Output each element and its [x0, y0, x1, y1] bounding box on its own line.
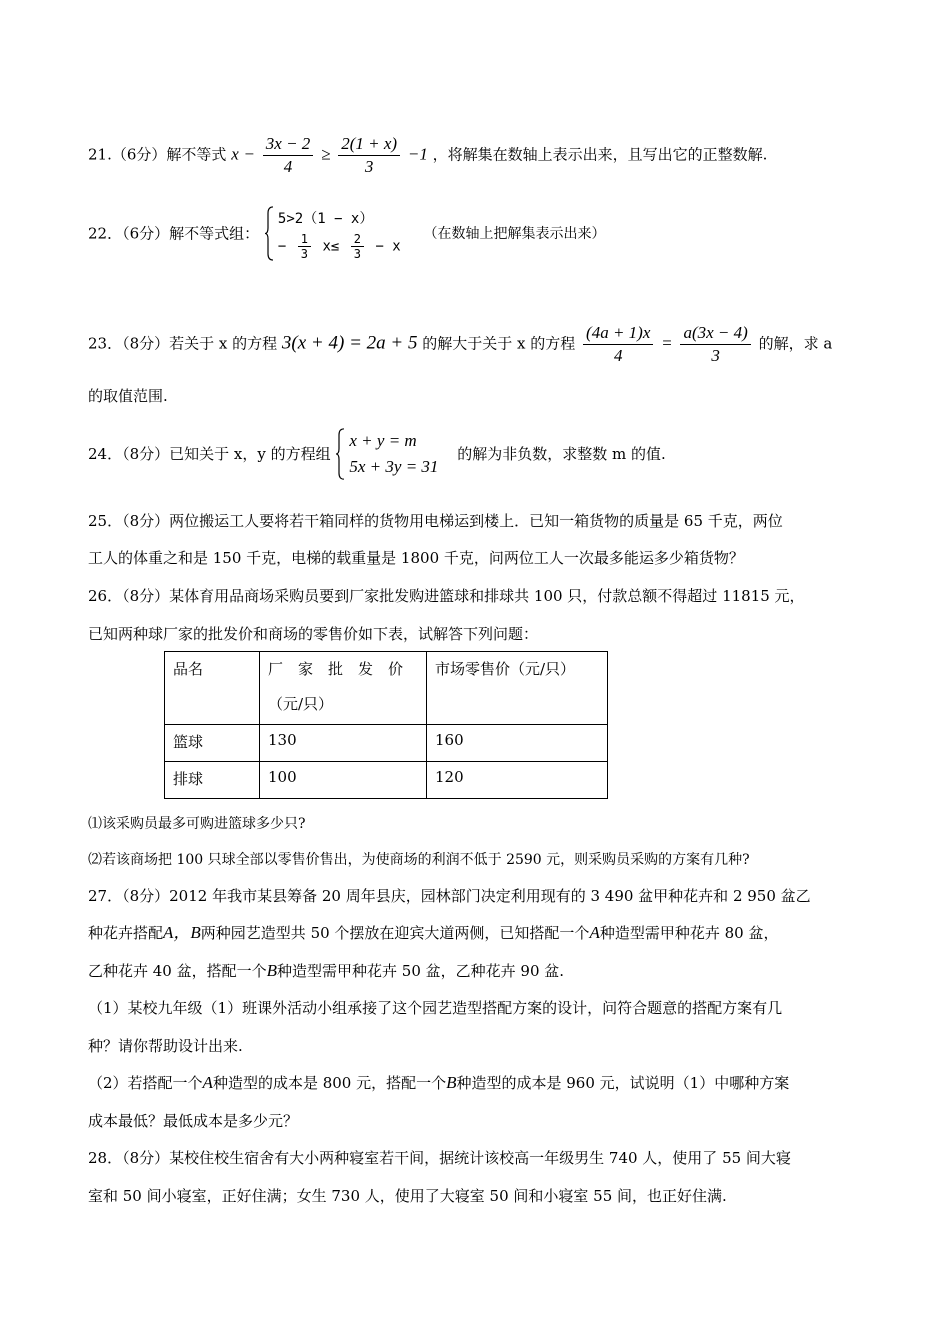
- q21-frac1-num: 3x − 2: [263, 133, 314, 156]
- table-cell: 130: [260, 725, 427, 762]
- q27-line3-B: B: [266, 961, 278, 980]
- q22-prefix: 22．（6分）解不等式组：: [88, 224, 260, 243]
- q27-line2-ab: A，B: [163, 923, 201, 942]
- q27-line2-b: 两种园艺造型共 50 个摆放在迎宾大道两侧，已知搭配一个: [200, 924, 590, 942]
- table-row: [165, 725, 608, 762]
- q27-line3: [88, 961, 564, 981]
- left-brace-icon: [264, 206, 274, 261]
- q27-p2-c: 种造型的成本是 960 元，试说明（1）中哪种方案: [456, 1074, 790, 1092]
- left-brace-icon: [335, 428, 345, 480]
- q23-frac2-den: 3: [711, 346, 720, 365]
- q22-row2-minus: −: [277, 238, 287, 255]
- q27-part2-line2: 成本最低？最低成本是多少元？: [88, 1112, 299, 1130]
- table-header-cell: 市场零售价（元/只）: [427, 652, 608, 725]
- question-24: [88, 428, 666, 480]
- q21-fraction-2: [338, 133, 400, 178]
- question-21: [88, 133, 767, 178]
- q22-row2-frac2-den: 3: [353, 247, 361, 261]
- q21-x: x: [231, 144, 239, 164]
- q24-row2: 5x + 3y = 31: [349, 457, 439, 476]
- q27-line2-a: 种花卉搭配: [88, 924, 164, 942]
- q22-row2-frac-den: 3: [300, 247, 309, 261]
- q23-line2: 的取值范围.: [88, 387, 168, 405]
- q27-p2-A: A: [202, 1073, 213, 1092]
- q27-line2-c: 种造型需甲种花卉 80 盆，: [599, 924, 779, 942]
- q21-prefix: 21.（6分）解不等式: [88, 145, 227, 164]
- q23-frac2-num: a(3x − 4): [680, 322, 750, 345]
- q22-row2-fraction: [298, 232, 311, 261]
- q23-frac1-den: 4: [613, 346, 623, 365]
- table-row: [165, 762, 608, 799]
- q21-frac1-den: 4: [283, 157, 293, 176]
- q21-fraction-1: [263, 133, 314, 178]
- q22-row2-fraction-2: [351, 232, 364, 261]
- q25-line2: 工人的体重之和是 150 千克，电梯的载重量是 1800 千克，问两位工人一次最多能运多少箱货物？: [88, 549, 744, 567]
- price-table: [164, 651, 608, 799]
- q23-equation-1: 3(x + 4) = 2a + 5: [281, 332, 418, 354]
- q27-line3-a: 乙种花卉 40 盆，搭配一个: [88, 962, 267, 980]
- q24-system: [335, 428, 438, 480]
- q26-sub2: ⑵若该商场把 100 只球全部以零售价售出，为使商场的利润不低于 2590 元，则采购员采购的方案有几种?: [88, 852, 750, 868]
- q22-system: [264, 206, 401, 261]
- q21-suffix: ，将解集在数轴上表示出来，且写出它的正整数解.: [432, 145, 768, 164]
- q22-row2-mid: x≤: [322, 238, 340, 255]
- q28-line2: 室和 50 间小寝室，正好住满；女生 730 人，使用了大寝室 50 间和小寝室 55 间，也正好住满.: [88, 1187, 727, 1205]
- q27-p2-a: （2）若搭配一个: [88, 1074, 203, 1092]
- q27-line2: [88, 923, 778, 943]
- q27-part1-line1: （1）某校九年级（1）班课外活动小组承接了这个园艺造型搭配方案的设计，问符合题意的搭配方案有几: [88, 999, 783, 1017]
- q26-line2: 已知两种球厂家的批发价和商场的零售价如下表，试解答下列问题：: [88, 625, 539, 643]
- q24-row1: x + y = m: [349, 431, 417, 450]
- q23-frac1-num: (4a + 1)x: [583, 322, 653, 345]
- q27-p2-B: B: [446, 1073, 457, 1092]
- q27-line2-A: A: [589, 923, 600, 942]
- table-cell: 篮球: [165, 725, 260, 762]
- q24-prefix: 24．（8分）已知关于 x，y 的方程组: [88, 445, 331, 463]
- q21-frac2-num: 2(1 + x): [338, 133, 400, 156]
- table-cell: 160: [427, 725, 608, 762]
- table-header-cell: 品名: [165, 652, 260, 725]
- table-header-cell: [260, 652, 427, 725]
- q27-part1-line2: 种？请你帮助设计出来.: [88, 1037, 243, 1055]
- q27-p2-b: 种造型的成本是 800 元，搭配一个: [212, 1074, 447, 1092]
- q27-line1: 27．（8分）2012 年我市某县筹备 20 周年县庆，园林部门决定利用现有的 3 490 盆甲种花卉和 2 950 盆乙: [88, 887, 811, 905]
- q23-prefix: 23．（8分）若关于 x 的方程: [88, 334, 278, 353]
- q23-suffix: 的解，求 a: [758, 334, 833, 353]
- q26-sub1: ⑴该采购员最多可购进篮球多少只?: [88, 816, 306, 832]
- q22-row2-frac2-num: 2: [351, 232, 364, 247]
- table-cell: 100: [260, 762, 427, 799]
- q23-fraction-1: [583, 322, 653, 367]
- q21-ge: ≥: [321, 144, 331, 164]
- q22-row1: 5>2（1 − x）: [277, 211, 374, 227]
- question-23: [88, 322, 832, 367]
- q22-row2-tail: − x: [375, 238, 401, 255]
- q27-part2-line1: [88, 1073, 789, 1093]
- q22-row2: [278, 232, 401, 261]
- q22-row2-frac-num: 1: [298, 232, 311, 247]
- q21-frac2-den: 3: [364, 157, 374, 176]
- table-header-subtext: （元/只）: [268, 695, 334, 713]
- q21-minus: −: [243, 144, 255, 164]
- q22-suffix: （在数轴上把解集表示出来）: [423, 225, 606, 242]
- table-header-text: 厂 家 批 发 价: [268, 660, 404, 678]
- q25-line1: 25．（8分）两位搬运工人要将若干箱同样的货物用电梯运到楼上．已知一箱货物的质量是 65 千克，两位: [88, 512, 783, 530]
- q26-line1: 26．（8分）某体育用品商场采购员要到厂家批发购进篮球和排球共 100 只，付款总额不得超过 11815 元，: [88, 587, 805, 605]
- q23-eq-sign: =: [661, 333, 673, 353]
- q27-line3-b: 种造型需甲种花卉 50 盆，乙种花卉 90 盆.: [277, 962, 565, 980]
- table-cell: 排球: [165, 762, 260, 799]
- q24-suffix: 的解为非负数，求整数 m 的值.: [457, 445, 666, 463]
- q28-line1: 28．（8分）某校住校生宿舍有大小两种寝室若干间，据统计该校高一年级男生 740 人，使用了 55 间大寝: [88, 1149, 791, 1167]
- question-22: [88, 206, 606, 261]
- table-header-row: [165, 652, 608, 725]
- q21-minus-one: −1: [407, 144, 428, 164]
- table-cell: 120: [427, 762, 608, 799]
- q23-mid: 的解大于关于 x 的方程: [422, 334, 576, 353]
- q23-fraction-2: [680, 322, 750, 367]
